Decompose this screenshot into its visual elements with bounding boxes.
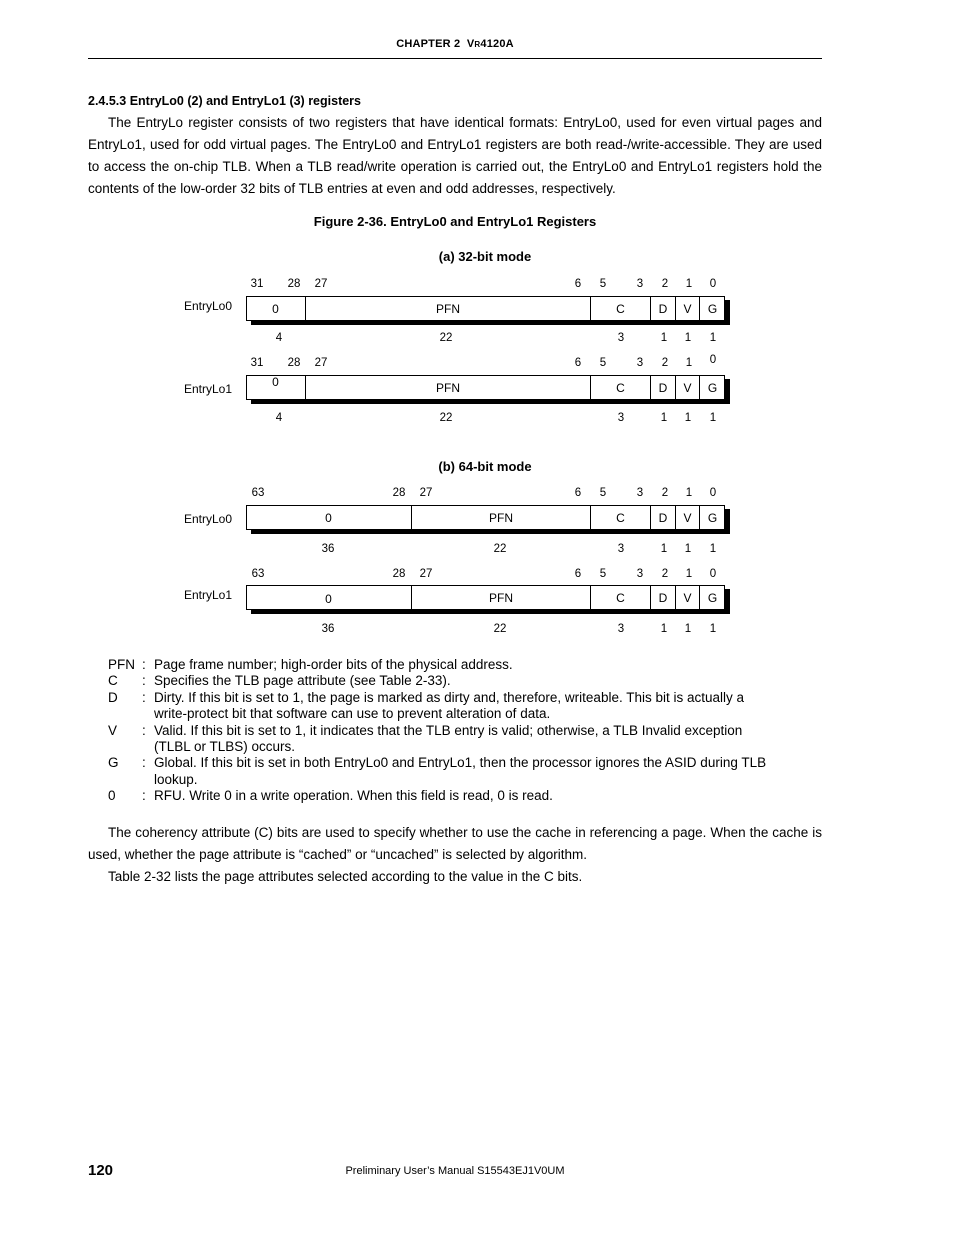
mode-b-entrylo1-width: 1 [660, 623, 668, 635]
mode-a-entrylo0-bit-31: 31 [250, 278, 264, 290]
mode-b-entrylo0-field-label: D [658, 510, 668, 525]
mode-b-entrylo1-field-label: V [683, 590, 692, 605]
mode-b-entrylo1-bit-2: 2 [661, 568, 669, 580]
mode-a-entrylo1-name: EntryLo1 [184, 382, 233, 396]
mode-a-entrylo0-field-label: C [616, 301, 625, 316]
mode-b-entrylo1-name: EntryLo1 [184, 588, 233, 602]
mode-a-entrylo0-width: 1 [684, 332, 692, 344]
legend-description: Specifies the TLB page attribute (see Table 2-33). [154, 673, 451, 689]
page-number: 120 [88, 1162, 114, 1179]
mode-a-entrylo1-field-label: PFN [436, 380, 460, 395]
chapter-header [88, 38, 822, 50]
mode-b-entrylo0-register [246, 505, 725, 530]
mode-b-entrylo0-bit-6: 6 [574, 487, 582, 499]
mode-b-entrylo1-field-g [700, 586, 725, 609]
mode-b-entrylo0-field-label: G [707, 510, 718, 525]
legend-description: Global. If this bit is set in both EntryLo0 and EntryLo1, then the processor ignores the ASID during TLB [154, 755, 767, 771]
legend-term: G [108, 755, 119, 771]
mode-b-entrylo1-width: 1 [684, 623, 692, 635]
mode-b-entrylo0-width: 1 [709, 543, 717, 555]
mode-a-entrylo0-name: EntryLo0 [184, 299, 233, 313]
mode-b-entrylo0-field-label: PFN [489, 510, 513, 525]
mode-a-entrylo0-field-c [591, 297, 651, 320]
mode-b-entrylo1-field-pfn [412, 586, 591, 609]
mode-a-entrylo0-field-d [651, 297, 676, 320]
mode-a-entrylo0-field-label: V [683, 301, 692, 316]
mode-a-entrylo1-register [246, 375, 725, 400]
mode-b-entrylo1-field-0 [246, 586, 412, 609]
legend-term: PFN [108, 657, 135, 672]
mode-a-entrylo1-field-c [591, 376, 651, 399]
mode-a-entrylo1-width: 22 [439, 412, 453, 424]
intro-paragraph: The EntryLo register consists of two registers that have identical formats: EntryLo0, used for even virtual pages and EntryLo1, used for odd virtual pages. The EntryLo0 and EntryLo1 registers are both read-/write-accessible. They are used to access the on-chip TLB. When a TLB read/write operation is carried out, the EntryLo0 and EntryLo1 registers hold the contents of the low-order 32 bits of TLB entries at even and odd addresses, respectively. [88, 115, 822, 196]
legend-description: write-protect bit that software can use to prevent alteration of data. [154, 706, 551, 722]
mode-b-entrylo0-field-label: V [683, 510, 692, 525]
mode-b-entrylo0-bit-28: 28 [392, 487, 406, 499]
mode-a-entrylo1-bit-5: 5 [599, 357, 607, 369]
mode-b-entrylo0-bit-3: 3 [636, 487, 644, 499]
mode-a-entrylo0-bit-5: 5 [599, 278, 607, 290]
mode-a-entrylo0-width: 1 [709, 332, 717, 344]
mode-b-entrylo0-field-label: C [616, 510, 625, 525]
mode-b-entrylo0-bit-1: 1 [685, 487, 693, 499]
mode-a-entrylo1-field-label: V [683, 380, 692, 395]
legend-colon: : [142, 657, 146, 672]
mode-b-entrylo1-width: 22 [493, 623, 507, 635]
legend-description: Valid. If this bit is set to 1, it indicates that the TLB entry is valid; otherwise, a TLB Invalid exception [154, 722, 743, 738]
mode-b-entrylo1-width: 1 [709, 623, 717, 635]
mode-a-entrylo1-bit-6: 6 [574, 357, 582, 369]
header-rule [88, 58, 822, 59]
mode-b-entrylo0-field-d [651, 506, 676, 529]
mode-a-entrylo1-width: 3 [617, 412, 625, 424]
mode-b-entrylo1-field-label: 0 [325, 591, 332, 606]
mode-a-entrylo1-field-pfn [306, 376, 591, 399]
mode-a-entrylo1-width: 1 [709, 412, 717, 424]
mode-a-entrylo1-field-label: G [707, 380, 718, 395]
mode-b-entrylo1-field-label: PFN [489, 590, 513, 605]
mode-a-entrylo0-field-0 [246, 297, 306, 320]
mode-b-entrylo0-field-v [676, 506, 700, 529]
mode-b-entrylo0-field-g [700, 506, 725, 529]
mode-b-entrylo1-bit-6: 6 [574, 568, 582, 580]
legend-colon: : [142, 722, 146, 738]
mode-b-entrylo1-field-d [651, 586, 676, 609]
mode-b-entrylo1-bit-3: 3 [636, 568, 644, 580]
legend-colon: : [142, 788, 146, 804]
mode-a-entrylo0-field-pfn [306, 297, 591, 320]
mode-a-entrylo0-field-label: G [707, 301, 718, 316]
mode-b-entrylo1-width: 3 [617, 623, 625, 635]
mode-a-entrylo1-field-d [651, 376, 676, 399]
mode-b-entrylo1-bit-0: 0 [709, 568, 717, 580]
mode-b-entrylo0-field-pfn [412, 506, 591, 529]
mode-a-entrylo1-bit-28: 28 [287, 357, 301, 369]
mode-a-title: (a) 32-bit mode [438, 249, 532, 264]
legend-description: Page frame number; high-order bits of the physical address. [154, 657, 513, 672]
mode-a-entrylo1-bit-27: 27 [314, 357, 328, 369]
mode-b-entrylo0-bit-27: 27 [419, 487, 433, 499]
mode-a-entrylo0-field-v [676, 297, 700, 320]
mode-a-entrylo1-field-label: D [658, 380, 668, 395]
legend-description: (TLBL or TLBS) occurs. [154, 738, 296, 754]
manual-name: Preliminary User’s Manual S15543EJ1V0UM [345, 1165, 565, 1177]
mode-a-entrylo1-width: 1 [660, 412, 668, 424]
mode-b-entrylo1-width: 36 [321, 623, 335, 635]
mode-a-entrylo0-width: 3 [617, 332, 625, 344]
mode-b-entrylo0-field-0 [246, 506, 412, 529]
mode-a-entrylo1-field-v [676, 376, 700, 399]
mode-b-entrylo0-field-label: 0 [325, 510, 332, 525]
legend-description: lookup. [154, 771, 198, 787]
mode-a-entrylo0-bit-27: 27 [314, 278, 328, 290]
mode-b-entrylo1-bit-1: 1 [685, 568, 693, 580]
mode-b-entrylo0-bit-5: 5 [599, 487, 607, 499]
legend-term: 0 [108, 788, 116, 804]
mode-b-entrylo1-bit-27: 27 [419, 568, 433, 580]
mode-b-entrylo1-field-label: D [658, 590, 668, 605]
coherency-paragraph: The coherency attribute (C) bits are used to specify whether to use the cache in referencing a page. When the cache is used, whether the page attribute is “cached” or “uncached” is selected by algorithm. [88, 825, 822, 862]
mode-b-entrylo1-register [246, 585, 725, 610]
mode-a-entrylo1-width: 4 [275, 412, 283, 424]
mode-b-entrylo1-bit-63: 63 [251, 568, 265, 580]
legend-term: D [108, 689, 118, 705]
legend-colon: : [142, 689, 146, 705]
mode-b-entrylo1-field-label: C [616, 590, 625, 605]
mode-b-entrylo0-width: 22 [493, 543, 507, 555]
mode-b-entrylo0-bit-0: 0 [709, 487, 717, 499]
mode-b-entrylo0-bit-63: 63 [251, 487, 265, 499]
mode-a-entrylo0-bit-6: 6 [574, 278, 582, 290]
mode-a-entrylo0-field-label: 0 [272, 301, 279, 316]
section-heading: 2.4.5.3 EntryLo0 (2) and EntryLo1 (3) registers [88, 94, 361, 108]
mode-b-entrylo1-field-label: G [707, 590, 718, 605]
mode-a-entrylo1-bit-3: 3 [636, 357, 644, 369]
mode-a-entrylo1-field-label: 0 [272, 374, 279, 389]
legend-term: C [108, 673, 118, 689]
mode-a-entrylo0-bit-1: 1 [685, 278, 693, 290]
mode-a-entrylo1-bit-1: 1 [685, 357, 693, 369]
mode-a-entrylo0-field-label: PFN [436, 301, 460, 316]
mode-a-entrylo0-field-g [700, 297, 725, 320]
mode-a-entrylo0-bit-0: 0 [709, 278, 717, 290]
mode-a-entrylo0-width: 22 [439, 332, 453, 344]
legend-colon: : [142, 673, 146, 689]
mode-b-entrylo1-bit-28: 28 [392, 568, 406, 580]
mode-b-entrylo0-width: 1 [684, 543, 692, 555]
mode-b-entrylo0-bit-2: 2 [661, 487, 669, 499]
mode-b-entrylo0-field-c [591, 506, 651, 529]
mode-a-entrylo0-bit-28: 28 [287, 278, 301, 290]
mode-b-entrylo1-bit-5: 5 [599, 568, 607, 580]
mode-a-entrylo1-bit-2: 2 [661, 357, 669, 369]
mode-a-entrylo1-field-0 [246, 376, 306, 399]
chip-name: VR4120A [466, 38, 514, 50]
mode-b-entrylo0-width: 1 [660, 543, 668, 555]
mode-a-entrylo0-width: 4 [275, 332, 283, 344]
chapter-label: CHAPTER 2 [396, 38, 461, 50]
mode-b-entrylo0-name: EntryLo0 [184, 512, 233, 526]
mode-a-entrylo0-bit-2: 2 [661, 278, 669, 290]
mode-a-entrylo1-field-label: C [616, 380, 625, 395]
mode-a-entrylo0-field-label: D [658, 301, 668, 316]
legend-description: RFU. Write 0 in a write operation. When this field is read, 0 is read. [154, 788, 553, 804]
mode-a-entrylo1-width: 1 [684, 412, 692, 424]
mode-b-entrylo1-field-c [591, 586, 651, 609]
mode-a-entrylo1-bit-31: 31 [250, 357, 264, 369]
mode-a-entrylo0-register [246, 296, 725, 321]
mode-b-title: (b) 64-bit mode [438, 459, 532, 474]
legend-description: Dirty. If this bit is set to 1, the page is marked as dirty and, therefore, writeable. This bit is actually a [154, 689, 745, 705]
mode-b-entrylo1-field-v [676, 586, 700, 609]
mode-b-entrylo0-width: 36 [321, 543, 335, 555]
legend-colon: : [142, 755, 146, 771]
mode-a-entrylo0-bit-3: 3 [636, 278, 644, 290]
figure-title: Figure 2-36. EntryLo0 and EntryLo1 Registers [313, 214, 597, 229]
mode-a-entrylo1-bit-0: 0 [709, 354, 717, 366]
mode-a-entrylo1-field-g [700, 376, 725, 399]
table-reference-paragraph: Table 2-32 lists the page attributes selected according to the value in the C bits. [108, 869, 583, 884]
mode-b-entrylo0-width: 3 [617, 543, 625, 555]
mode-a-entrylo0-width: 1 [660, 332, 668, 344]
legend-term: V [108, 722, 118, 738]
